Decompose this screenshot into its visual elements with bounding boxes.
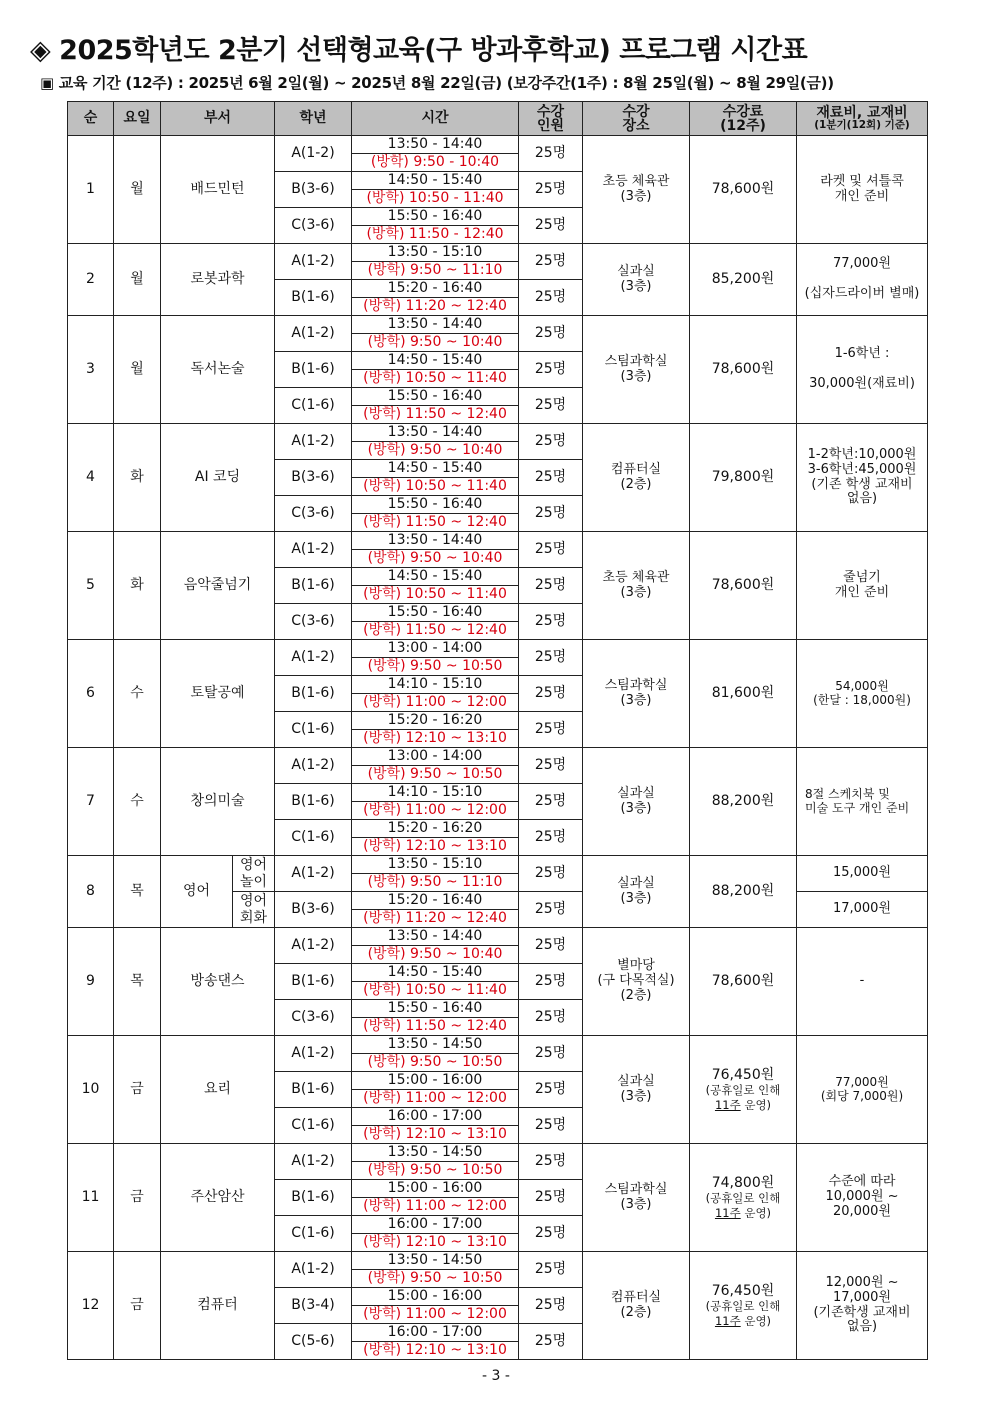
section-capacity: 25명 xyxy=(519,280,583,316)
section-grade: B(1-6) xyxy=(275,568,352,604)
program-name: 로봇과학 xyxy=(161,244,275,316)
section-grade: A(1-2) xyxy=(275,1144,352,1180)
table-row xyxy=(68,1036,928,1054)
section-grade: B(1-6) xyxy=(275,676,352,712)
section-capacity: 25명 xyxy=(519,316,583,352)
section-time: 13:50 - 15:10 xyxy=(352,856,519,874)
section-time: 13:50 - 14:50 xyxy=(352,1252,519,1270)
section-grade: B(1-6) xyxy=(275,784,352,820)
section-vacation-time: (방학) 9:50 ~ 10:50 xyxy=(352,1270,519,1288)
section-grade: C(1-6) xyxy=(275,820,352,856)
section-vacation-time: (방학) 10:50 ~ 11:40 xyxy=(352,370,519,388)
section-time: 16:00 - 17:00 xyxy=(352,1216,519,1234)
fee-weeks: 11주 xyxy=(714,1313,741,1328)
table-row xyxy=(68,1144,928,1162)
section-grade: C(1-6) xyxy=(275,712,352,748)
program-fee: 78,600원 xyxy=(690,532,797,640)
section-vacation-time: (방학) 12:10 ~ 13:10 xyxy=(352,838,519,856)
section-capacity: 25명 xyxy=(519,1288,583,1324)
program-no: 2 xyxy=(68,244,114,316)
section-grade: B(1-6) xyxy=(275,1180,352,1216)
section-time: 15:20 - 16:40 xyxy=(352,892,519,910)
program-fee: 78,600원 xyxy=(690,928,797,1036)
header-place: 수강 장소 xyxy=(583,102,690,136)
program-material: 줄넘기 개인 준비 xyxy=(797,532,928,640)
section-vacation-time: (방학) 9:50 - 10:40 xyxy=(352,154,519,172)
section-time: 13:00 - 14:00 xyxy=(352,640,519,658)
fee-weeks: 11주 xyxy=(714,1097,741,1112)
header-time: 시간 xyxy=(352,102,519,136)
section-time: 15:20 - 16:20 xyxy=(352,820,519,838)
section-capacity: 25명 xyxy=(519,1072,583,1108)
table-row xyxy=(68,928,928,946)
section-capacity: 25명 xyxy=(519,784,583,820)
fee-value: 76,450원 xyxy=(711,1067,775,1084)
section-capacity: 25명 xyxy=(519,1252,583,1288)
section-grade: A(1-2) xyxy=(275,424,352,460)
education-period: ▣ 교육 기간 (12주) : 2025년 6월 2일(월) ~ 2025년 8월 22일(금) (보강주간(1주) : 8월 25일(월) ~ 8월 29일(금)) xyxy=(40,74,834,92)
header-day: 요일 xyxy=(114,102,161,136)
section-grade: B(3-6) xyxy=(275,172,352,208)
program-fee: 78,600원 xyxy=(690,136,797,244)
program-fee: 81,600원 xyxy=(690,640,797,748)
program-name: 요리 xyxy=(161,1036,275,1144)
section-time: 15:20 - 16:40 xyxy=(352,280,519,298)
section-time: 15:50 - 16:40 xyxy=(352,604,519,622)
program-material: 77,000원 (십자드라이버 별매) xyxy=(797,244,928,316)
section-capacity: 25명 xyxy=(519,532,583,568)
fee-note-weeks xyxy=(690,1206,796,1220)
section-time: 14:10 - 15:10 xyxy=(352,784,519,802)
section-capacity: 25명 xyxy=(519,424,583,460)
section-capacity: 25명 xyxy=(519,1144,583,1180)
section-capacity: 25명 xyxy=(519,1216,583,1252)
section-vacation-time: (방학) 11:50 - 12:40 xyxy=(352,226,519,244)
table-row xyxy=(68,424,928,442)
program-material: 라켓 및 셔틀콕 개인 준비 xyxy=(797,136,928,244)
program-place: 컴퓨터실 (2층) xyxy=(583,1252,690,1360)
header-no: 순 xyxy=(68,102,114,136)
section-time: 14:50 - 15:40 xyxy=(352,172,519,190)
section-time: 13:00 - 14:00 xyxy=(352,748,519,766)
header-material xyxy=(797,102,928,136)
section-vacation-time: (방학) 9:50 ~ 10:50 xyxy=(352,658,519,676)
header-material-line1: 재료비, 교재비 xyxy=(816,105,908,122)
section-capacity: 25명 xyxy=(519,1108,583,1144)
section-vacation-time: (방학) 11:00 ~ 12:00 xyxy=(352,694,519,712)
program-place: 스팀과학실 (3층) xyxy=(583,316,690,424)
program-day: 금 xyxy=(114,1144,161,1252)
section-capacity: 25명 xyxy=(519,640,583,676)
section-time: 15:00 - 16:00 xyxy=(352,1288,519,1306)
section-capacity: 25명 xyxy=(519,1180,583,1216)
section-grade: A(1-2) xyxy=(275,640,352,676)
table-row xyxy=(68,532,928,550)
section-grade: C(1-6) xyxy=(275,1108,352,1144)
table-row xyxy=(68,244,928,262)
program-place: 초등 체육관 (3층) xyxy=(583,532,690,640)
section-vacation-time: (방학) 11:00 ~ 12:00 xyxy=(352,1306,519,1324)
section-time: 14:50 - 15:40 xyxy=(352,568,519,586)
section-vacation-time: (방학) 11:00 ~ 12:00 xyxy=(352,802,519,820)
table-row xyxy=(68,316,928,334)
section-time: 13:50 - 14:50 xyxy=(352,1144,519,1162)
program-day: 목 xyxy=(114,928,161,1036)
program-material: - xyxy=(797,928,928,1036)
section-grade: C(5-6) xyxy=(275,1324,352,1360)
section-grade: C(3-6) xyxy=(275,604,352,640)
program-no: 1 xyxy=(68,136,114,244)
section-time: 14:50 - 15:40 xyxy=(352,352,519,370)
section-grade: B(3-6) xyxy=(275,892,352,928)
program-day: 월 xyxy=(114,136,161,244)
program-name: AI 코딩 xyxy=(161,424,275,532)
section-capacity: 25명 xyxy=(519,352,583,388)
section-grade: B(3-4) xyxy=(275,1288,352,1324)
program-fee: 78,600원 xyxy=(690,316,797,424)
section-time: 13:50 - 15:10 xyxy=(352,244,519,262)
program-name: 영어 xyxy=(161,856,233,928)
program-no: 6 xyxy=(68,640,114,748)
section-time: 13:50 - 14:40 xyxy=(352,136,519,154)
section-capacity: 25명 xyxy=(519,1000,583,1036)
section-vacation-time: (방학) 9:50 ~ 11:10 xyxy=(352,874,519,892)
table-row xyxy=(68,1252,928,1270)
section-capacity: 25명 xyxy=(519,676,583,712)
table-row xyxy=(68,856,928,874)
section-capacity: 25명 xyxy=(519,604,583,640)
program-fee: 88,200원 xyxy=(690,748,797,856)
fee-value: 74,800원 xyxy=(711,1175,775,1192)
section-time: 15:50 - 16:40 xyxy=(352,496,519,514)
section-vacation-time: (방학) 9:50 ~ 11:10 xyxy=(352,262,519,280)
program-fee xyxy=(690,1144,797,1252)
program-place: 실과실 (3층) xyxy=(583,856,690,928)
section-grade: A(1-2) xyxy=(275,748,352,784)
section-material: 15,000원 xyxy=(797,856,928,892)
fee-note: (공휴일로 인해 xyxy=(705,1299,781,1314)
program-no: 12 xyxy=(68,1252,114,1360)
table-row xyxy=(68,640,928,658)
fee-note: (공휴일로 인해 xyxy=(705,1191,781,1206)
program-place: 실과실 (3층) xyxy=(583,244,690,316)
fee-weeks-suffix: 운영) xyxy=(740,1205,772,1220)
program-name: 배드민턴 xyxy=(161,136,275,244)
section-capacity: 25명 xyxy=(519,1036,583,1072)
section-time: 16:00 - 17:00 xyxy=(352,1324,519,1342)
section-grade: A(1-2) xyxy=(275,136,352,172)
schedule-table xyxy=(67,101,928,1360)
section-vacation-time: (방학) 11:50 ~ 12:40 xyxy=(352,514,519,532)
program-no: 9 xyxy=(68,928,114,1036)
program-material: 수준에 따라 10,000원 ~ 20,000원 xyxy=(797,1144,928,1252)
program-material: 77,000원 (회당 7,000원) xyxy=(797,1036,928,1144)
program-no: 8 xyxy=(68,856,114,928)
program-day: 월 xyxy=(114,244,161,316)
fee-weeks-suffix: 운영) xyxy=(740,1097,772,1112)
section-capacity: 25명 xyxy=(519,892,583,928)
section-vacation-time: (방학) 9:50 ~ 10:40 xyxy=(352,334,519,352)
program-day: 화 xyxy=(114,424,161,532)
section-time: 14:10 - 15:10 xyxy=(352,676,519,694)
section-vacation-time: (방학) 11:00 ~ 12:00 xyxy=(352,1090,519,1108)
header-material-line2: (1분기(12회) 기준) xyxy=(814,119,910,132)
program-day: 화 xyxy=(114,532,161,640)
section-capacity: 25명 xyxy=(519,496,583,532)
section-grade: B(1-6) xyxy=(275,1072,352,1108)
section-capacity: 25명 xyxy=(519,856,583,892)
section-vacation-time: (방학) 9:50 ~ 10:50 xyxy=(352,1162,519,1180)
program-day: 수 xyxy=(114,640,161,748)
section-capacity: 25명 xyxy=(519,820,583,856)
program-fee xyxy=(690,1252,797,1360)
section-grade: B(1-6) xyxy=(275,964,352,1000)
program-no: 7 xyxy=(68,748,114,856)
section-capacity: 25명 xyxy=(519,172,583,208)
section-grade: A(1-2) xyxy=(275,1036,352,1072)
program-day: 금 xyxy=(114,1036,161,1144)
table-row xyxy=(68,136,928,154)
section-vacation-time: (방학) 11:20 ~ 12:40 xyxy=(352,910,519,928)
section-time: 15:20 - 16:20 xyxy=(352,712,519,730)
page-title: ◈ 2025학년도 2분기 선택형교육(구 방과후학교) 프로그램 시간표 xyxy=(30,35,808,66)
program-no: 3 xyxy=(68,316,114,424)
section-capacity: 25명 xyxy=(519,1324,583,1360)
section-capacity: 25명 xyxy=(519,928,583,964)
section-time: 13:50 - 14:50 xyxy=(352,1036,519,1054)
program-name: 독서논술 xyxy=(161,316,275,424)
program-place: 별마당 (구 다목적실) (2층) xyxy=(583,928,690,1036)
fee-weeks-suffix: 운영) xyxy=(740,1313,772,1328)
section-time: 13:50 - 14:40 xyxy=(352,316,519,334)
table-row xyxy=(68,748,928,766)
program-day: 목 xyxy=(114,856,161,928)
program-fee: 85,200원 xyxy=(690,244,797,316)
section-capacity: 25명 xyxy=(519,460,583,496)
section-capacity: 25명 xyxy=(519,712,583,748)
section-grade: C(3-6) xyxy=(275,208,352,244)
fee-weeks: 11주 xyxy=(714,1205,741,1220)
section-capacity: 25명 xyxy=(519,244,583,280)
section-vacation-time: (방학) 12:10 ~ 13:10 xyxy=(352,1234,519,1252)
program-material: 8절 스케치북 및 미술 도구 개인 준비 xyxy=(797,748,928,856)
section-grade: B(1-6) xyxy=(275,280,352,316)
program-material: 1-2학년:10,000원 3-6학년:45,000원 (기존 학생 교재비 없음) xyxy=(797,424,928,532)
section-grade: A(1-2) xyxy=(275,856,352,892)
section-grade: C(3-6) xyxy=(275,496,352,532)
section-capacity: 25명 xyxy=(519,964,583,1000)
header-capacity: 수강 인원 xyxy=(519,102,583,136)
section-grade: A(1-2) xyxy=(275,244,352,280)
program-no: 11 xyxy=(68,1144,114,1252)
section-grade: C(3-6) xyxy=(275,1000,352,1036)
section-capacity: 25명 xyxy=(519,748,583,784)
section-time: 15:00 - 16:00 xyxy=(352,1180,519,1198)
section-grade: A(1-2) xyxy=(275,316,352,352)
program-day: 금 xyxy=(114,1252,161,1360)
section-time: 16:00 - 17:00 xyxy=(352,1108,519,1126)
program-fee: 88,200원 xyxy=(690,856,797,928)
program-name: 컴퓨터 xyxy=(161,1252,275,1360)
program-place: 실과실 (3층) xyxy=(583,1036,690,1144)
section-time: 14:50 - 15:40 xyxy=(352,460,519,478)
program-fee xyxy=(690,1036,797,1144)
section-time: 14:50 - 15:40 xyxy=(352,964,519,982)
section-vacation-time: (방학) 11:50 ~ 12:40 xyxy=(352,406,519,424)
program-name: 토탈공예 xyxy=(161,640,275,748)
section-vacation-time: (방학) 11:20 ~ 12:40 xyxy=(352,298,519,316)
program-fee: 79,800원 xyxy=(690,424,797,532)
section-vacation-time: (방학) 12:10 ~ 13:10 xyxy=(352,1126,519,1144)
header-dept: 부서 xyxy=(161,102,275,136)
program-place: 스팀과학실 (3층) xyxy=(583,1144,690,1252)
program-name: 음악줄넘기 xyxy=(161,532,275,640)
section-time: 15:50 - 16:40 xyxy=(352,208,519,226)
schedule-body xyxy=(68,136,928,1360)
section-grade: C(1-6) xyxy=(275,388,352,424)
program-place: 스팀과학실 (3층) xyxy=(583,640,690,748)
section-capacity: 25명 xyxy=(519,388,583,424)
section-vacation-time: (방학) 9:50 ~ 10:40 xyxy=(352,442,519,460)
program-place: 컴퓨터실 (2층) xyxy=(583,424,690,532)
section-grade: A(1-2) xyxy=(275,532,352,568)
section-time: 15:00 - 16:00 xyxy=(352,1072,519,1090)
program-name: 주산암산 xyxy=(161,1144,275,1252)
fee-value: 76,450원 xyxy=(711,1283,775,1300)
section-vacation-time: (방학) 12:10 ~ 13:10 xyxy=(352,1342,519,1360)
section-capacity: 25명 xyxy=(519,208,583,244)
section-vacation-time: (방학) 11:50 ~ 12:40 xyxy=(352,1018,519,1036)
page-number: - 3 - xyxy=(482,1368,510,1384)
section-vacation-time: (방학) 11:50 ~ 12:40 xyxy=(352,622,519,640)
section-vacation-time: (방학) 10:50 ~ 11:40 xyxy=(352,586,519,604)
section-grade: B(3-6) xyxy=(275,460,352,496)
program-material: 12,000원 ~ 17,000원 (기존학생 교재비 없음) xyxy=(797,1252,928,1360)
section-material: 17,000원 xyxy=(797,892,928,928)
fee-note-weeks xyxy=(690,1098,796,1112)
program-name: 방송댄스 xyxy=(161,928,275,1036)
section-vacation-time: (방학) 10:50 ~ 11:40 xyxy=(352,478,519,496)
section-time: 13:50 - 14:40 xyxy=(352,928,519,946)
fee-note-weeks xyxy=(690,1314,796,1328)
program-no: 4 xyxy=(68,424,114,532)
header-fee: 수강료 (12주) xyxy=(690,102,797,136)
section-time: 15:50 - 16:40 xyxy=(352,388,519,406)
section-grade: B(1-6) xyxy=(275,352,352,388)
section-vacation-time: (방학) 11:00 ~ 12:00 xyxy=(352,1198,519,1216)
section-vacation-time: (방학) 9:50 ~ 10:50 xyxy=(352,1054,519,1072)
program-no: 5 xyxy=(68,532,114,640)
program-material: 54,000원 (한달 : 18,000원) xyxy=(797,640,928,748)
program-place: 초등 체육관 (3층) xyxy=(583,136,690,244)
program-name: 창의미술 xyxy=(161,748,275,856)
table-header-row xyxy=(68,102,928,136)
section-vacation-time: (방학) 10:50 ~ 11:40 xyxy=(352,982,519,1000)
section-time: 13:50 - 14:40 xyxy=(352,532,519,550)
section-vacation-time: (방학) 9:50 ~ 10:40 xyxy=(352,550,519,568)
program-place: 실과실 (3층) xyxy=(583,748,690,856)
sub-program-name: 영어 놀이 xyxy=(233,856,275,892)
section-grade: A(1-2) xyxy=(275,1252,352,1288)
sub-program-name: 영어 회화 xyxy=(233,892,275,928)
section-vacation-time: (방학) 9:50 ~ 10:40 xyxy=(352,946,519,964)
section-time: 13:50 - 14:40 xyxy=(352,424,519,442)
program-day: 수 xyxy=(114,748,161,856)
section-time: 15:50 - 16:40 xyxy=(352,1000,519,1018)
program-day: 월 xyxy=(114,316,161,424)
section-grade: A(1-2) xyxy=(275,928,352,964)
section-grade: C(1-6) xyxy=(275,1216,352,1252)
header-grade: 학년 xyxy=(275,102,352,136)
section-vacation-time: (방학) 9:50 ~ 10:50 xyxy=(352,766,519,784)
fee-note: (공휴일로 인해 xyxy=(705,1083,781,1098)
program-no: 10 xyxy=(68,1036,114,1144)
section-vacation-time: (방학) 10:50 - 11:40 xyxy=(352,190,519,208)
section-capacity: 25명 xyxy=(519,136,583,172)
section-vacation-time: (방학) 12:10 ~ 13:10 xyxy=(352,730,519,748)
section-capacity: 25명 xyxy=(519,568,583,604)
program-material: 1-6학년 : 30,000원(재료비) xyxy=(797,316,928,424)
